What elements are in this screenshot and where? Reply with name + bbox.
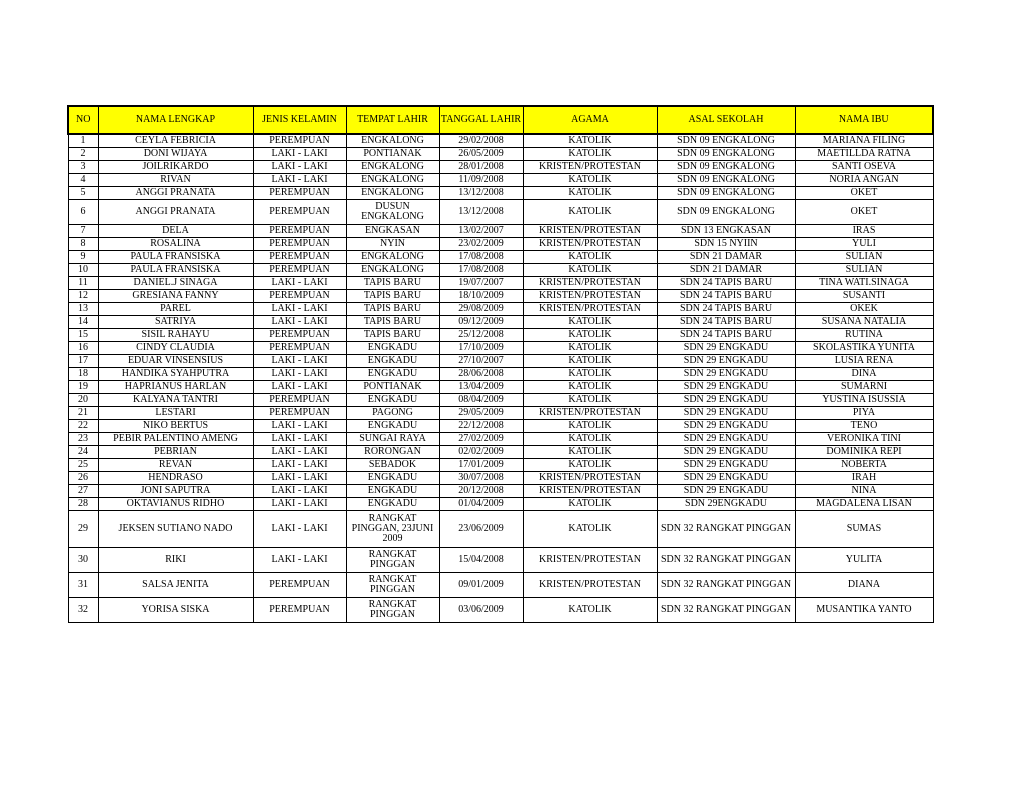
cell-nama-ibu: LUSIA RENA [795, 355, 933, 368]
cell-agama: KATOLIK [523, 598, 657, 623]
cell-tempat-lahir: TAPIS BARU [346, 329, 439, 342]
cell-tempat-lahir: SEBADOK [346, 459, 439, 472]
cell-tanggal-lahir: 09/12/2009 [439, 316, 523, 329]
cell-agama: KRISTEN/PROTESTAN [523, 277, 657, 290]
cell-no: 21 [68, 407, 98, 420]
cell-nama-ibu: YULI [795, 238, 933, 251]
cell-nama-lengkap: RIVAN [98, 174, 253, 187]
cell-nama-lengkap: LESTARI [98, 407, 253, 420]
cell-agama: KRISTEN/PROTESTAN [523, 548, 657, 573]
cell-jenis-kelamin: PEREMPUAN [253, 342, 346, 355]
cell-tanggal-lahir: 19/07/2007 [439, 277, 523, 290]
table-row [68, 225, 933, 238]
cell-tempat-lahir: RANGKAT PINGGAN [346, 573, 439, 598]
cell-agama: KRISTEN/PROTESTAN [523, 225, 657, 238]
cell-nama-ibu: YUSTINA ISUSSIA [795, 394, 933, 407]
cell-agama: KRISTEN/PROTESTAN [523, 472, 657, 485]
cell-no: 25 [68, 459, 98, 472]
cell-nama-lengkap: EDUAR VINSENSIUS [98, 355, 253, 368]
cell-jenis-kelamin: LAKI - LAKI [253, 511, 346, 548]
cell-asal-sekolah: SDN 29 ENGKADU [657, 472, 795, 485]
cell-no: 30 [68, 548, 98, 573]
table-row [68, 329, 933, 342]
cell-jenis-kelamin: LAKI - LAKI [253, 446, 346, 459]
cell-jenis-kelamin: PEREMPUAN [253, 251, 346, 264]
cell-agama: KATOLIK [523, 511, 657, 548]
cell-tempat-lahir: ENGKALONG [346, 174, 439, 187]
cell-nama-ibu: SUSANTI [795, 290, 933, 303]
cell-nama-lengkap: SISIL RAHAYU [98, 329, 253, 342]
cell-jenis-kelamin: LAKI - LAKI [253, 355, 346, 368]
cell-nama-ibu: YULITA [795, 548, 933, 573]
cell-nama-ibu: IRAS [795, 225, 933, 238]
cell-agama: KATOLIK [523, 316, 657, 329]
cell-asal-sekolah: SDN 32 RANGKAT PINGGAN [657, 573, 795, 598]
cell-jenis-kelamin: PEREMPUAN [253, 573, 346, 598]
cell-nama-lengkap: JEKSEN SUTIANO NADO [98, 511, 253, 548]
cell-tanggal-lahir: 11/09/2008 [439, 174, 523, 187]
cell-tempat-lahir: TAPIS BARU [346, 303, 439, 316]
cell-asal-sekolah: SDN 29 ENGKADU [657, 420, 795, 433]
cell-asal-sekolah: SDN 32 RANGKAT PINGGAN [657, 511, 795, 548]
cell-asal-sekolah: SDN 09 ENGKALONG [657, 161, 795, 174]
cell-nama-ibu: OKEK [795, 303, 933, 316]
cell-agama: KRISTEN/PROTESTAN [523, 303, 657, 316]
cell-nama-ibu: DIANA [795, 573, 933, 598]
cell-no: 11 [68, 277, 98, 290]
cell-tanggal-lahir: 28/06/2008 [439, 368, 523, 381]
cell-nama-lengkap: SATRIYA [98, 316, 253, 329]
table-row [68, 161, 933, 174]
cell-tanggal-lahir: 27/02/2009 [439, 433, 523, 446]
col-header-tempat-lahir: TEMPAT LAHIR [346, 106, 439, 134]
cell-nama-lengkap: PAREL [98, 303, 253, 316]
table-row [68, 303, 933, 316]
cell-asal-sekolah: SDN 24 TAPIS BARU [657, 316, 795, 329]
cell-agama: KRISTEN/PROTESTAN [523, 407, 657, 420]
cell-no: 31 [68, 573, 98, 598]
cell-agama: KATOLIK [523, 342, 657, 355]
table-row [68, 277, 933, 290]
cell-nama-lengkap: ROSALINA [98, 238, 253, 251]
cell-nama-ibu: VERONIKA TINI [795, 433, 933, 446]
cell-asal-sekolah: SDN 13 ENGKASAN [657, 225, 795, 238]
cell-jenis-kelamin: PEREMPUAN [253, 407, 346, 420]
table-row [68, 498, 933, 511]
cell-nama-ibu: SUMARNI [795, 381, 933, 394]
cell-tanggal-lahir: 26/05/2009 [439, 148, 523, 161]
cell-agama: KATOLIK [523, 200, 657, 225]
cell-nama-ibu: SULIAN [795, 251, 933, 264]
cell-agama: KRISTEN/PROTESTAN [523, 161, 657, 174]
cell-no: 1 [68, 134, 98, 148]
cell-jenis-kelamin: PEREMPUAN [253, 187, 346, 200]
col-header-jenis-kelamin: JENIS KELAMIN [253, 106, 346, 134]
cell-tempat-lahir: ENGKADU [346, 368, 439, 381]
cell-tanggal-lahir: 09/01/2009 [439, 573, 523, 598]
cell-tempat-lahir: ENGKADU [346, 394, 439, 407]
cell-tempat-lahir: RANGKAT PINGGAN [346, 548, 439, 573]
cell-agama: KATOLIK [523, 251, 657, 264]
cell-tanggal-lahir: 13/12/2008 [439, 200, 523, 225]
cell-tempat-lahir: NYIN [346, 238, 439, 251]
cell-nama-ibu: SULIAN [795, 264, 933, 277]
cell-nama-ibu: TINA WATI.SINAGA [795, 277, 933, 290]
cell-nama-lengkap: DANIEL.J SINAGA [98, 277, 253, 290]
student-table [67, 105, 934, 623]
cell-nama-lengkap: YORISA SISKA [98, 598, 253, 623]
table-row [68, 511, 933, 548]
cell-no: 20 [68, 394, 98, 407]
cell-no: 3 [68, 161, 98, 174]
cell-no: 9 [68, 251, 98, 264]
cell-nama-lengkap: JONI SAPUTRA [98, 485, 253, 498]
cell-no: 6 [68, 200, 98, 225]
cell-no: 24 [68, 446, 98, 459]
table-row [68, 598, 933, 623]
cell-asal-sekolah: SDN 29 ENGKADU [657, 459, 795, 472]
cell-asal-sekolah: SDN 21 DAMAR [657, 264, 795, 277]
cell-nama-ibu: SANTI OSEVA [795, 161, 933, 174]
cell-asal-sekolah: SDN 29 ENGKADU [657, 446, 795, 459]
cell-nama-lengkap: KALYANA TANTRI [98, 394, 253, 407]
cell-nama-lengkap: HANDIKA SYAHPUTRA [98, 368, 253, 381]
cell-asal-sekolah: SDN 29 ENGKADU [657, 394, 795, 407]
cell-agama: KATOLIK [523, 355, 657, 368]
cell-nama-ibu: SUSANA NATALIA [795, 316, 933, 329]
cell-tempat-lahir: ENGKALONG [346, 264, 439, 277]
cell-asal-sekolah: SDN 24 TAPIS BARU [657, 277, 795, 290]
cell-tanggal-lahir: 13/02/2007 [439, 225, 523, 238]
cell-tanggal-lahir: 20/12/2008 [439, 485, 523, 498]
cell-jenis-kelamin: LAKI - LAKI [253, 381, 346, 394]
cell-agama: KATOLIK [523, 134, 657, 148]
cell-agama: KATOLIK [523, 433, 657, 446]
cell-asal-sekolah: SDN 32 RANGKAT PINGGAN [657, 598, 795, 623]
cell-jenis-kelamin: LAKI - LAKI [253, 148, 346, 161]
cell-jenis-kelamin: LAKI - LAKI [253, 161, 346, 174]
table-row [68, 238, 933, 251]
table-row [68, 420, 933, 433]
cell-agama: KRISTEN/PROTESTAN [523, 290, 657, 303]
cell-no: 22 [68, 420, 98, 433]
cell-nama-ibu: OKET [795, 200, 933, 225]
cell-tempat-lahir: PONTIANAK [346, 148, 439, 161]
cell-no: 16 [68, 342, 98, 355]
col-header-nama-lengkap: NAMA LENGKAP [98, 106, 253, 134]
cell-tempat-lahir: ENGKALONG [346, 134, 439, 148]
cell-tanggal-lahir: 25/12/2008 [439, 329, 523, 342]
cell-nama-ibu: RUTINA [795, 329, 933, 342]
cell-asal-sekolah: SDN 09 ENGKALONG [657, 200, 795, 225]
cell-nama-ibu: SKOLASTIKA YUNITA [795, 342, 933, 355]
cell-jenis-kelamin: PEREMPUAN [253, 238, 346, 251]
table-row [68, 407, 933, 420]
table-row [68, 316, 933, 329]
cell-tempat-lahir: TAPIS BARU [346, 290, 439, 303]
cell-agama: KRISTEN/PROTESTAN [523, 485, 657, 498]
cell-tempat-lahir: ENGKASAN [346, 225, 439, 238]
cell-agama: KATOLIK [523, 174, 657, 187]
cell-nama-lengkap: PEBIR PALENTINO AMENG [98, 433, 253, 446]
cell-nama-ibu: PIYA [795, 407, 933, 420]
table-row [68, 251, 933, 264]
table-row [68, 355, 933, 368]
cell-tanggal-lahir: 22/12/2008 [439, 420, 523, 433]
cell-no: 13 [68, 303, 98, 316]
cell-tempat-lahir: ENGKADU [346, 485, 439, 498]
cell-tempat-lahir: ENGKADU [346, 420, 439, 433]
cell-nama-ibu: DOMINIKA REPI [795, 446, 933, 459]
table-row [68, 394, 933, 407]
cell-tempat-lahir: RANGKAT PINGGAN, 23JUNI 2009 [346, 511, 439, 548]
cell-tanggal-lahir: 29/02/2008 [439, 134, 523, 148]
cell-asal-sekolah: SDN 29 ENGKADU [657, 485, 795, 498]
cell-asal-sekolah: SDN 29 ENGKADU [657, 407, 795, 420]
cell-asal-sekolah: SDN 24 TAPIS BARU [657, 290, 795, 303]
cell-agama: KRISTEN/PROTESTAN [523, 238, 657, 251]
cell-tanggal-lahir: 01/04/2009 [439, 498, 523, 511]
cell-asal-sekolah: SDN 29 ENGKADU [657, 433, 795, 446]
cell-asal-sekolah: SDN 24 TAPIS BARU [657, 303, 795, 316]
cell-tempat-lahir: ENGKADU [346, 342, 439, 355]
col-header-tanggal-lahir: TANGGAL LAHIR [439, 106, 523, 134]
cell-jenis-kelamin: PEREMPUAN [253, 200, 346, 225]
cell-nama-lengkap: GRESIANA FANNY [98, 290, 253, 303]
cell-no: 18 [68, 368, 98, 381]
table-row [68, 290, 933, 303]
cell-no: 23 [68, 433, 98, 446]
table-row [68, 174, 933, 187]
cell-agama: KATOLIK [523, 420, 657, 433]
cell-nama-lengkap: RIKI [98, 548, 253, 573]
cell-tanggal-lahir: 27/10/2007 [439, 355, 523, 368]
cell-tanggal-lahir: 30/07/2008 [439, 472, 523, 485]
cell-nama-lengkap: HENDRASO [98, 472, 253, 485]
table-row [68, 472, 933, 485]
cell-tempat-lahir: RORONGAN [346, 446, 439, 459]
cell-nama-lengkap: PEBRIAN [98, 446, 253, 459]
cell-no: 19 [68, 381, 98, 394]
table-row [68, 148, 933, 161]
cell-jenis-kelamin: LAKI - LAKI [253, 277, 346, 290]
cell-agama: KATOLIK [523, 381, 657, 394]
cell-jenis-kelamin: LAKI - LAKI [253, 548, 346, 573]
cell-jenis-kelamin: LAKI - LAKI [253, 459, 346, 472]
table-row [68, 134, 933, 148]
cell-no: 17 [68, 355, 98, 368]
cell-tanggal-lahir: 13/12/2008 [439, 187, 523, 200]
table-row [68, 368, 933, 381]
cell-jenis-kelamin: LAKI - LAKI [253, 174, 346, 187]
cell-tempat-lahir: ENGKADU [346, 498, 439, 511]
cell-agama: KATOLIK [523, 368, 657, 381]
cell-nama-lengkap: PAULA FRANSISKA [98, 264, 253, 277]
cell-no: 32 [68, 598, 98, 623]
cell-asal-sekolah: SDN 29 ENGKADU [657, 355, 795, 368]
cell-jenis-kelamin: LAKI - LAKI [253, 303, 346, 316]
table-row [68, 485, 933, 498]
cell-nama-ibu: TENO [795, 420, 933, 433]
cell-tanggal-lahir: 17/10/2009 [439, 342, 523, 355]
cell-tempat-lahir: ENGKALONG [346, 251, 439, 264]
cell-tempat-lahir: ENGKALONG [346, 161, 439, 174]
cell-agama: KRISTEN/PROTESTAN [523, 573, 657, 598]
cell-jenis-kelamin: LAKI - LAKI [253, 420, 346, 433]
cell-tempat-lahir: PAGONG [346, 407, 439, 420]
cell-nama-lengkap: DONI WIJAYA [98, 148, 253, 161]
cell-tanggal-lahir: 17/01/2009 [439, 459, 523, 472]
table-body [68, 134, 933, 623]
header-row [68, 106, 933, 134]
cell-no: 8 [68, 238, 98, 251]
cell-nama-lengkap: JOILRIKARDO [98, 161, 253, 174]
cell-agama: KATOLIK [523, 498, 657, 511]
cell-asal-sekolah: SDN 29 ENGKADU [657, 381, 795, 394]
cell-nama-lengkap: REVAN [98, 459, 253, 472]
cell-jenis-kelamin: PEREMPUAN [253, 134, 346, 148]
cell-nama-ibu: MAETILLDA RATNA [795, 148, 933, 161]
cell-tanggal-lahir: 17/08/2008 [439, 251, 523, 264]
col-header-nama-ibu: NAMA IBU [795, 106, 933, 134]
cell-tempat-lahir: ENGKADU [346, 472, 439, 485]
cell-tempat-lahir: ENGKALONG [346, 187, 439, 200]
cell-no: 15 [68, 329, 98, 342]
table-row [68, 264, 933, 277]
cell-nama-lengkap: SALSA JENITA [98, 573, 253, 598]
cell-nama-ibu: NINA [795, 485, 933, 498]
cell-nama-lengkap: OKTAVIANUS RIDHO [98, 498, 253, 511]
cell-tempat-lahir: SUNGAI RAYA [346, 433, 439, 446]
cell-agama: KATOLIK [523, 394, 657, 407]
table-row [68, 548, 933, 573]
cell-tanggal-lahir: 18/10/2009 [439, 290, 523, 303]
cell-tanggal-lahir: 23/02/2009 [439, 238, 523, 251]
cell-nama-lengkap: CINDY CLAUDIA [98, 342, 253, 355]
cell-nama-lengkap: DELA [98, 225, 253, 238]
cell-tempat-lahir: ENGKADU [346, 355, 439, 368]
cell-tempat-lahir: RANGKAT PINGGAN [346, 598, 439, 623]
cell-jenis-kelamin: LAKI - LAKI [253, 433, 346, 446]
cell-no: 14 [68, 316, 98, 329]
cell-tanggal-lahir: 17/08/2008 [439, 264, 523, 277]
table-row [68, 200, 933, 225]
cell-jenis-kelamin: PEREMPUAN [253, 264, 346, 277]
cell-no: 7 [68, 225, 98, 238]
cell-no: 4 [68, 174, 98, 187]
cell-nama-ibu: DINA [795, 368, 933, 381]
cell-agama: KATOLIK [523, 148, 657, 161]
table-row [68, 446, 933, 459]
cell-tanggal-lahir: 29/05/2009 [439, 407, 523, 420]
cell-asal-sekolah: SDN 29ENGKADU [657, 498, 795, 511]
cell-no: 5 [68, 187, 98, 200]
table-row [68, 187, 933, 200]
cell-nama-ibu: OKET [795, 187, 933, 200]
cell-tanggal-lahir: 29/08/2009 [439, 303, 523, 316]
cell-agama: KATOLIK [523, 459, 657, 472]
cell-jenis-kelamin: LAKI - LAKI [253, 472, 346, 485]
cell-tanggal-lahir: 13/04/2009 [439, 381, 523, 394]
cell-agama: KATOLIK [523, 187, 657, 200]
cell-jenis-kelamin: PEREMPUAN [253, 598, 346, 623]
cell-no: 10 [68, 264, 98, 277]
cell-nama-lengkap: NIKO BERTUS [98, 420, 253, 433]
cell-jenis-kelamin: LAKI - LAKI [253, 316, 346, 329]
cell-asal-sekolah: SDN 09 ENGKALONG [657, 134, 795, 148]
cell-tanggal-lahir: 03/06/2009 [439, 598, 523, 623]
cell-tanggal-lahir: 23/06/2009 [439, 511, 523, 548]
cell-asal-sekolah: SDN 29 ENGKADU [657, 342, 795, 355]
cell-nama-ibu: MAGDALENA LISAN [795, 498, 933, 511]
cell-asal-sekolah: SDN 09 ENGKALONG [657, 187, 795, 200]
cell-nama-lengkap: CEYLA FEBRICIA [98, 134, 253, 148]
cell-jenis-kelamin: PEREMPUAN [253, 394, 346, 407]
cell-asal-sekolah: SDN 09 ENGKALONG [657, 174, 795, 187]
cell-nama-lengkap: PAULA FRANSISKA [98, 251, 253, 264]
cell-no: 28 [68, 498, 98, 511]
cell-jenis-kelamin: LAKI - LAKI [253, 485, 346, 498]
table-row [68, 433, 933, 446]
cell-no: 27 [68, 485, 98, 498]
cell-asal-sekolah: SDN 32 RANGKAT PINGGAN [657, 548, 795, 573]
cell-tempat-lahir: TAPIS BARU [346, 316, 439, 329]
cell-tanggal-lahir: 08/04/2009 [439, 394, 523, 407]
cell-nama-ibu: SUMAS [795, 511, 933, 548]
cell-tempat-lahir: TAPIS BARU [346, 277, 439, 290]
table-row [68, 459, 933, 472]
cell-jenis-kelamin: LAKI - LAKI [253, 368, 346, 381]
cell-asal-sekolah: SDN 24 TAPIS BARU [657, 329, 795, 342]
cell-asal-sekolah: SDN 21 DAMAR [657, 251, 795, 264]
cell-nama-ibu: MARIANA FILING [795, 134, 933, 148]
cell-jenis-kelamin: LAKI - LAKI [253, 498, 346, 511]
cell-asal-sekolah: SDN 15 NYIIN [657, 238, 795, 251]
col-header-no: NO [68, 106, 98, 134]
cell-nama-ibu: IRAH [795, 472, 933, 485]
col-header-asal-sekolah: ASAL SEKOLAH [657, 106, 795, 134]
cell-tempat-lahir: PONTIANAK [346, 381, 439, 394]
cell-no: 29 [68, 511, 98, 548]
cell-asal-sekolah: SDN 09 ENGKALONG [657, 148, 795, 161]
cell-tanggal-lahir: 28/01/2008 [439, 161, 523, 174]
cell-no: 2 [68, 148, 98, 161]
cell-agama: KATOLIK [523, 329, 657, 342]
cell-nama-ibu: MUSANTIKA YANTO [795, 598, 933, 623]
cell-nama-lengkap: HAPRIANUS HARLAN [98, 381, 253, 394]
cell-nama-ibu: NOBERTA [795, 459, 933, 472]
cell-no: 12 [68, 290, 98, 303]
cell-tanggal-lahir: 02/02/2009 [439, 446, 523, 459]
cell-nama-lengkap: ANGGI PRANATA [98, 187, 253, 200]
cell-asal-sekolah: SDN 29 ENGKADU [657, 368, 795, 381]
table-row [68, 381, 933, 394]
cell-nama-lengkap: ANGGI PRANATA [98, 200, 253, 225]
cell-jenis-kelamin: PEREMPUAN [253, 290, 346, 303]
col-header-agama: AGAMA [523, 106, 657, 134]
cell-tanggal-lahir: 15/04/2008 [439, 548, 523, 573]
table-row [68, 573, 933, 598]
cell-jenis-kelamin: PEREMPUAN [253, 329, 346, 342]
cell-agama: KATOLIK [523, 264, 657, 277]
cell-nama-ibu: NORIA ANGAN [795, 174, 933, 187]
cell-tempat-lahir: DUSUN ENGKALONG [346, 200, 439, 225]
cell-agama: KATOLIK [523, 446, 657, 459]
table-row [68, 342, 933, 355]
cell-jenis-kelamin: PEREMPUAN [253, 225, 346, 238]
cell-no: 26 [68, 472, 98, 485]
